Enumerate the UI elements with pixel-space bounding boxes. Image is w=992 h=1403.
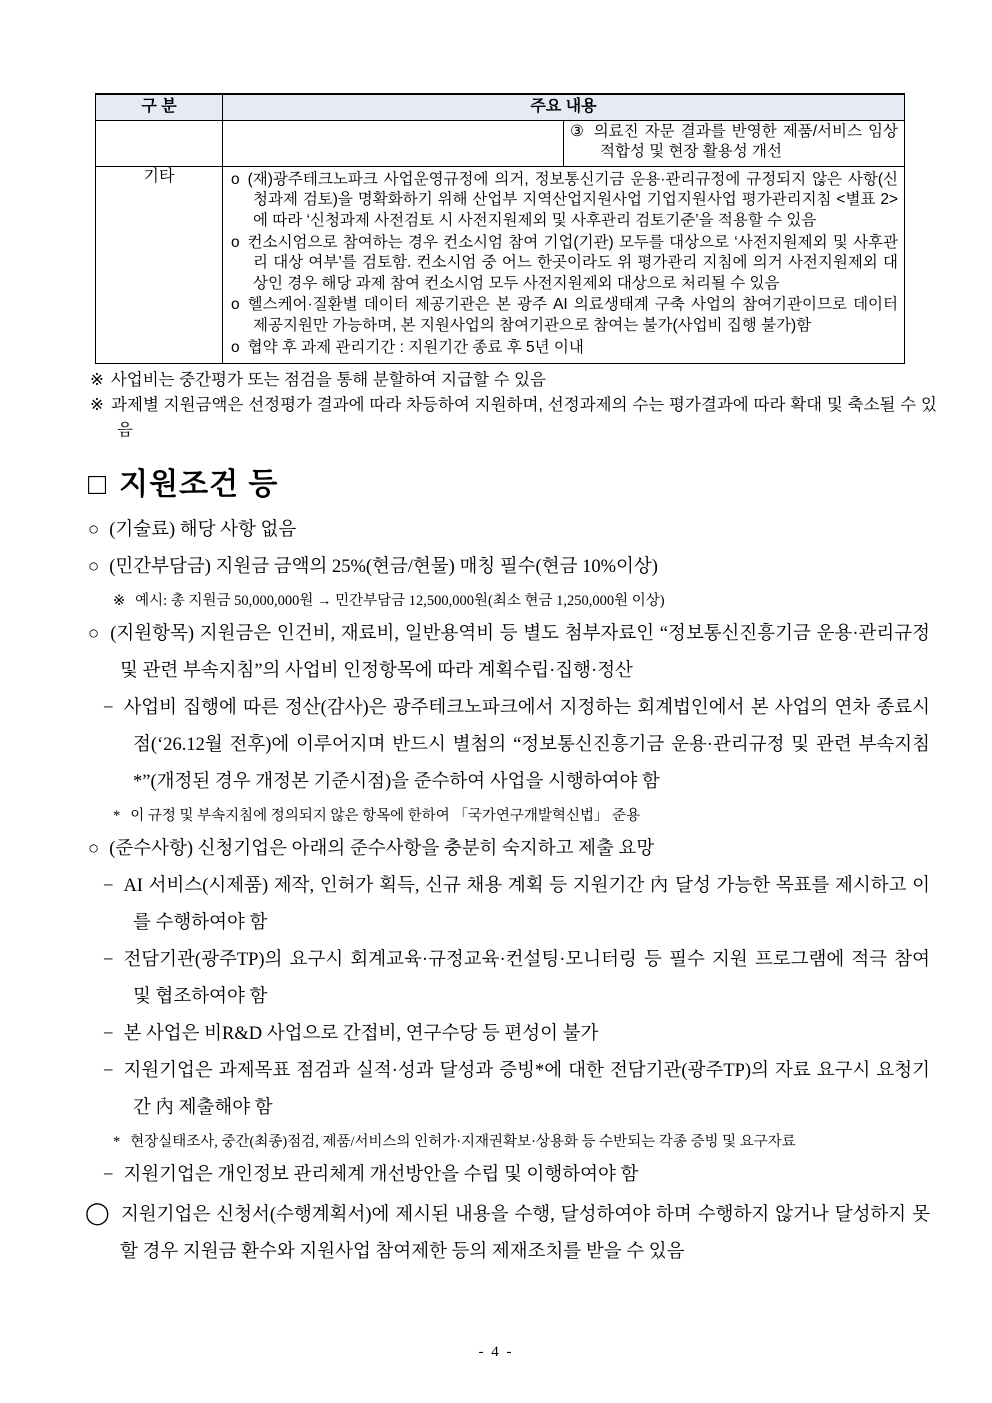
item-number-marker: ③	[570, 122, 586, 140]
para-text: 예시: 총 지원금 50,000,000원 → 민간부담금 12,500,000원(최소 현금 1,250,000원 이상)	[135, 593, 665, 610]
para-support-items	[88, 616, 930, 690]
para-text: AI 서비스(시제품) 제작, 인허가 획득, 신규 채용 계획 등 지원기간 內 달성 가능한 목표를 제시하고 이를 수행하여야 함	[123, 876, 930, 934]
para-text: 사업비 집행에 따른 정산(감사)은 광주테크노파크에서 지정하는 회계법인에서 본 사업의 연차 종료시점(‘26.12월 전후)에 이루어지며 반드시 별첨의 “정보통신진흥기금 운용·관리규정 및 관련 부속지침*”(개정된 경우 개정본 기준시점)을 준수하여 사업을 시행하여야 함	[123, 698, 930, 793]
section-heading	[88, 468, 992, 502]
para-text: 현장실태조사, 중간(최종)점검, 제품/서비스의 인허가·지재권확보·상용화 등 수반되는 각종 증빙 및 요구자료	[130, 1134, 796, 1151]
header-cell-content: 주요 내용	[223, 94, 905, 120]
gita-content-cell	[223, 166, 905, 363]
table-item	[231, 338, 898, 359]
table-item	[231, 295, 898, 336]
gita-row	[96, 166, 905, 363]
continuation-item	[570, 122, 898, 163]
dash-bullet-icon: −	[103, 1165, 114, 1186]
dash-bullet-icon: −	[103, 950, 114, 971]
table-item-text: 협약 후 과제 관리기간 : 지원기간 종료 후 5년 이내	[247, 338, 584, 356]
para-sanctions	[85, 1194, 930, 1271]
header-cell-gubun: 구 분	[96, 94, 223, 120]
para-text: (지원항목) 지원금은 인건비, 재료비, 일반용역비 등 별도 첨부자료인 “정보통신진흥기금 운용·관리규정 및 관련 부속지침”의 사업비 인정항목에 따라 계획수립·집행·정산	[110, 624, 930, 682]
section-body	[0, 512, 992, 1271]
continuation-empty-cell-2	[223, 120, 564, 166]
large-circle-bullet-icon: ◯	[85, 1200, 111, 1226]
dash-bullet-icon: −	[103, 876, 114, 897]
section-title: 지원조건 등	[119, 468, 279, 502]
table-item	[231, 170, 898, 232]
para-regulation-note	[113, 801, 930, 831]
footnote-text: 과제별 지원금액은 선정평가 결과에 따라 차등하여 지원하며, 선정과제의 수는 평가결과에 따라 확대 및 축소될 수 있음	[111, 396, 937, 440]
continuation-item-text: 의료진 자문 결과를 반영한 제품/서비스 임상 적합성 및 현장 활용성 개선	[593, 122, 898, 161]
para-settlement	[103, 690, 930, 801]
asterisk-mark-icon: *	[113, 808, 121, 825]
table-item-text: 헬스케어·질환별 데이터 제공기관은 본 광주 AI 의료생태계 구축 사업의 참여기관이므로 데이터 제공지원만 가능하며, 본 지원사업의 참여기관으로 참여는 불가(사업비 집행 불가)함	[247, 296, 898, 334]
para-tech-fee	[88, 512, 930, 549]
table-header-row	[96, 94, 905, 120]
bullet-marker: o	[231, 338, 240, 356]
table-item	[231, 233, 898, 295]
para-text: 지원기업은 과제목표 점검과 실적·성과 달성과 증빙*에 대한 전담기관(광주TP)의 자료 요구시 요청기간 內 제출해야 함	[123, 1061, 930, 1119]
circle-bullet-icon: ○	[88, 520, 100, 541]
para-text: (준수사항) 신청기업은 아래의 준수사항을 충분히 숙지하고 제출 요망	[109, 839, 655, 860]
reference-mark-icon: ※	[90, 371, 104, 390]
para-mandatory-programs	[103, 942, 930, 1016]
para-ai-service-goal	[103, 868, 930, 942]
square-bullet-icon: □	[88, 468, 108, 502]
continuation-row	[96, 120, 905, 166]
circle-bullet-icon: ○	[88, 624, 101, 645]
page-number: - 4 -	[478, 1344, 514, 1360]
para-evidence-note	[113, 1127, 930, 1157]
footnote	[90, 393, 937, 443]
para-non-rnd	[103, 1016, 930, 1053]
para-text: 지원기업은 신청서(수행계획서)에 제시된 내용을 수행, 달성하여야 하며 수행하지 않거나 달성하지 못할 경우 지원금 환수와 지원사업 참여제한 등의 제재조치를 받을 수 있음	[120, 1205, 930, 1263]
content-table	[95, 93, 905, 364]
continuation-empty-cell-1	[96, 120, 223, 166]
table-item-text: 컨소시엄으로 참여하는 경우 컨소시엄 참여 기업(기관) 모두를 대상으로 ‘사전지원제외 및 사후관리 대상 여부’를 검토함. 컨소시엄 중 어느 한곳이라도 위 평가관리 지침에 의거 사전지원제외 대상인 경우 해당 과제 참여 컨소시엄 모두 사전지원제외 대상으로 처리될 수 있음	[247, 233, 898, 292]
footnote-text: 사업비는 중간평가 또는 점검을 통해 분할하여 지급할 수 있음	[110, 371, 546, 390]
para-compliance	[88, 831, 930, 868]
bullet-marker: o	[231, 233, 240, 251]
para-text: 본 사업은 비R&D 사업으로 간접비, 연구수당 등 편성이 불가	[123, 1024, 599, 1045]
para-text: (민간부담금) 지원금 금액의 25%(현금/현물) 매칭 필수(현금 10%이상)	[109, 557, 658, 578]
circle-bullet-icon: ○	[88, 839, 100, 860]
reference-mark-icon: ※	[90, 396, 105, 415]
gita-label-cell: 기타	[96, 166, 223, 363]
para-text: 지원기업은 개인정보 관리체계 개선방안을 수립 및 이행하여야 함	[123, 1165, 639, 1186]
para-example-note	[113, 586, 930, 616]
para-text: 전담기관(광주TP)의 요구시 회계교육·규정교육·컨설팅·모니터링 등 필수 지원 프로그램에 적극 참여 및 협조하여야 함	[123, 950, 930, 1008]
para-text: 이 규정 및 부속지침에 정의되지 않은 항목에 한하여 「국가연구개발혁신법」 준용	[130, 808, 641, 825]
para-private-contribution	[88, 549, 930, 586]
continuation-content-cell	[564, 120, 905, 166]
bullet-marker: o	[231, 296, 240, 314]
para-privacy-plan	[103, 1157, 930, 1194]
circle-bullet-icon: ○	[88, 557, 100, 578]
table-item-text: (재)광주테크노파크 사업운영규정에 의거, 정보통신기금 운용·관리규정에 규정되지 않은 사항(신청과제 검토)을 명확화하기 위해 산업부 지역산업지원사업 기업지원사업 평가관리지침 <별표 2>에 따라 ‘신청과제 사전검토 시 사전지원제외 및 사후관리 검토기준’을 적용할 수 있음	[247, 170, 898, 229]
para-evidence-submission	[103, 1053, 930, 1127]
asterisk-mark-icon: *	[113, 1134, 121, 1151]
table-footnotes	[90, 368, 937, 443]
bullet-marker: o	[231, 170, 240, 188]
dash-bullet-icon: −	[103, 1024, 114, 1045]
reference-mark-icon: ※	[113, 593, 126, 610]
footnote	[90, 368, 937, 393]
dash-bullet-icon: −	[103, 1061, 114, 1082]
para-text: (기술료) 해당 사항 없음	[109, 520, 297, 541]
dash-bullet-icon: −	[103, 698, 114, 719]
